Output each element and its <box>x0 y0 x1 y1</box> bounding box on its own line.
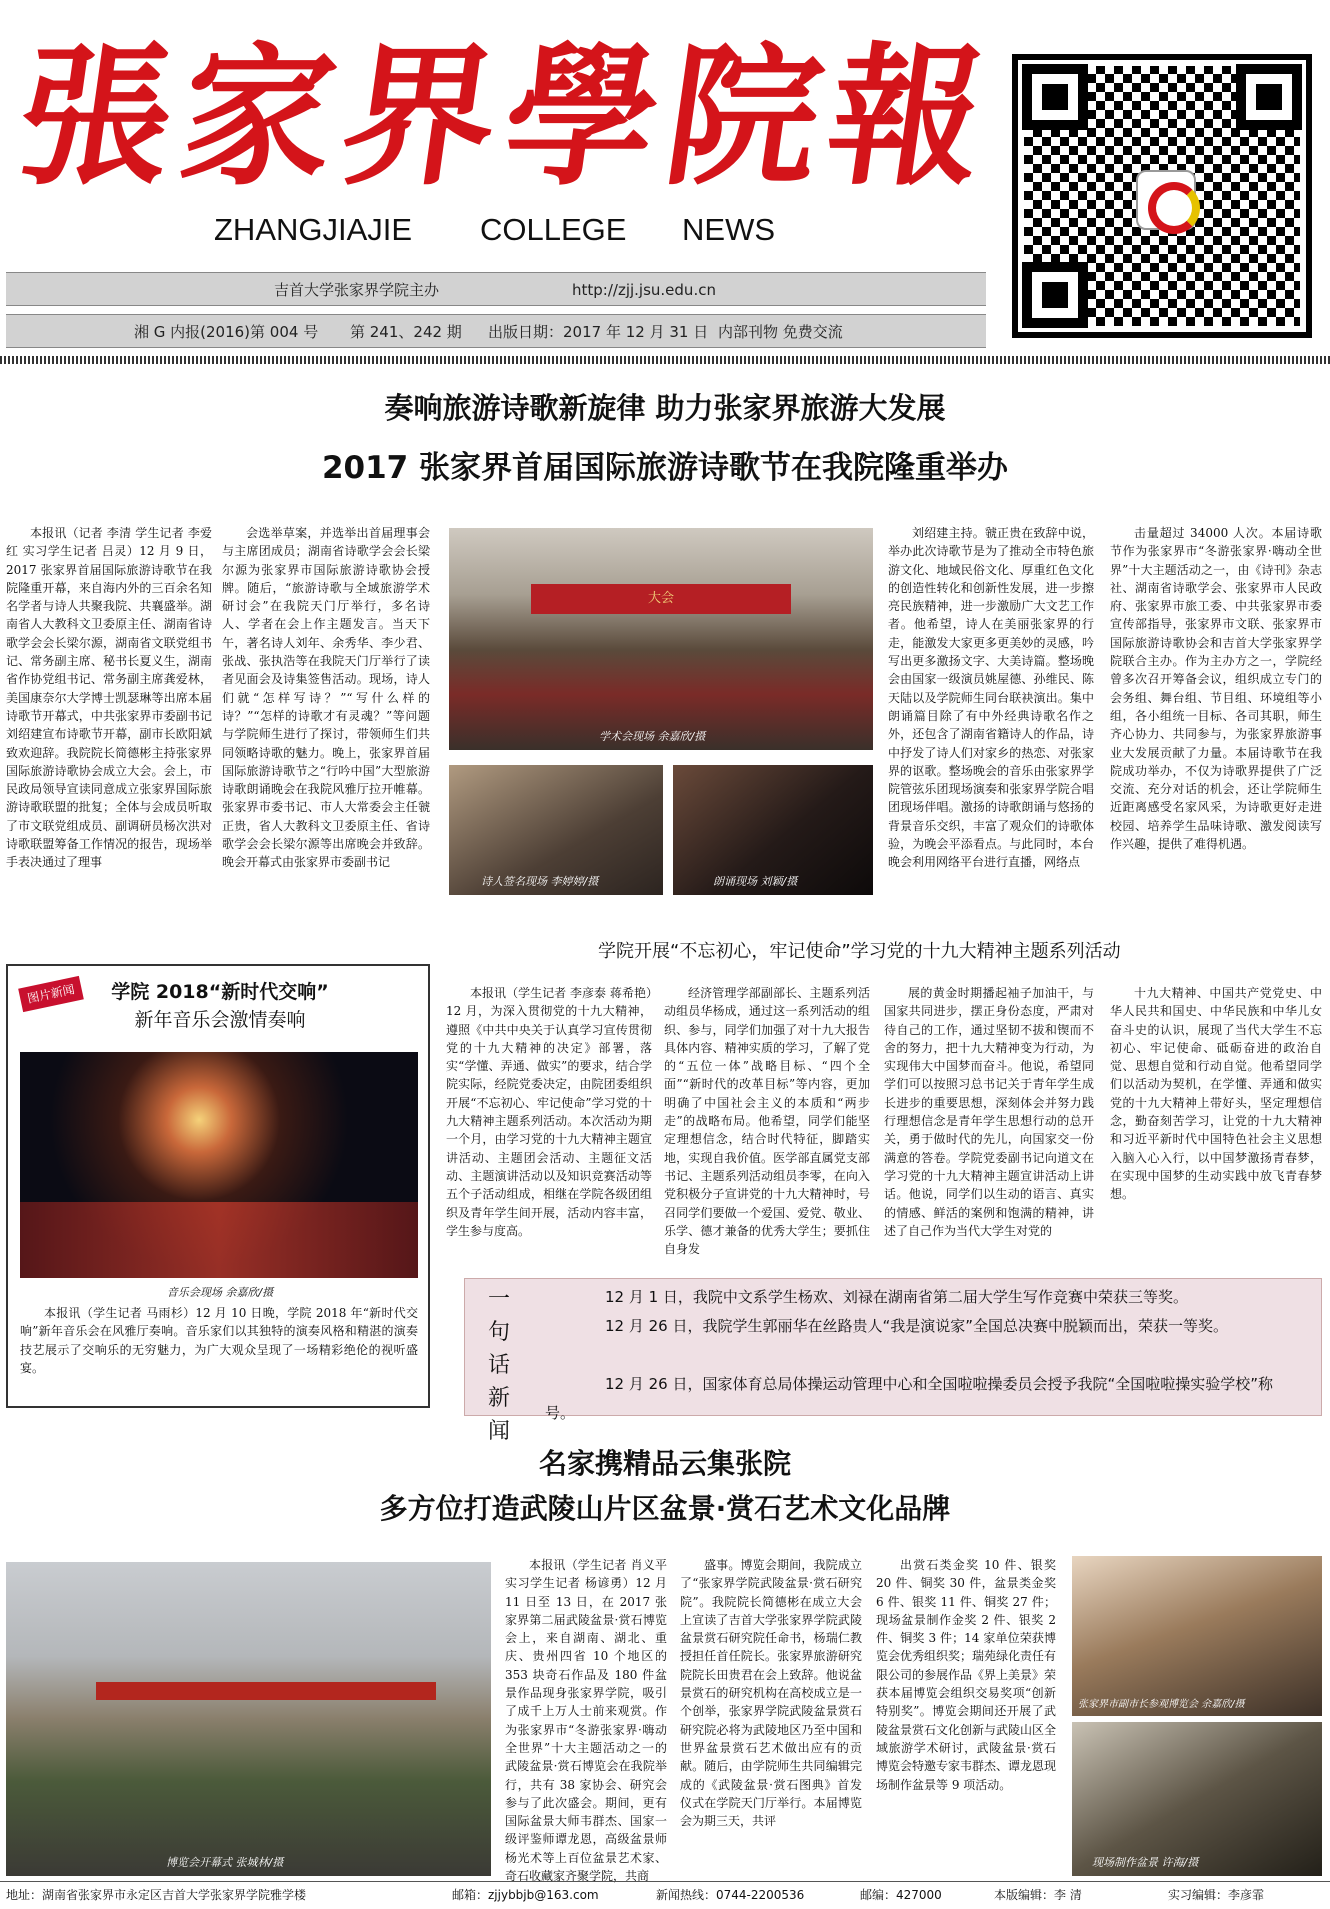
one-sentence-news-box <box>464 1278 1322 1444</box>
site-url-link[interactable]: http://zjj.jsu.edu.cn <box>572 281 716 299</box>
permit-number: 湘 G 内报(2016)第 004 号 <box>134 323 319 341</box>
masthead-english-1: ZHANGJIAJIE <box>214 212 413 247</box>
newspaper-masthead: 張家界學院報 <box>7 27 1005 206</box>
expo-banner <box>96 1682 436 1700</box>
qr-finder-icon <box>1022 64 1088 130</box>
bonsai-text-1: 本报讯（学生记者 肖义平 实习学生记者 杨谚勇）12 月 11 日至 13 日，在 2017 张家界第二届武陵盆景·赏石博览会上，来自湖南、湖北、重庆、贵州四省 10 个地区的 353 块奇石作品及 180 件盆景作品现身张家界学院，吸引了成千上万人士前来观赏。作为张家界市“冬游张家界·嗨动全世界”十大主题活动之一的武陵盆景·赏石博览会在我院举行，共有 38 家协会、研究会参与了此次盛会。期间，更有国际盆景大师韦群杰、国家一级评鉴师谭龙恩，高级盆景师杨光术等上百位盆景艺术家、奇石收藏家齐聚学院，共商 <box>505 1558 667 1884</box>
bonsai-kicker: 名家携精品云集张院 <box>538 1447 791 1480</box>
bonsai-column-2 <box>680 1556 862 1876</box>
concert-photo <box>20 1052 418 1278</box>
lead-headline: 2017 张家界首届国际旅游诗歌节在我院隆重举办 <box>321 450 1009 486</box>
brief-item-3: 12 月 26 日，国家体育总局体操运动管理中心和全国啦啦操委员会授予我院“全国啦啦操实验学校”称号。 <box>545 1375 1274 1422</box>
bonsai-photo-caption-2: 张家界市副市长参观博览会 余嘉欣/摄 <box>1078 1699 1245 1710</box>
bonsai-column-3 <box>876 1556 1056 1876</box>
study-column-4 <box>1110 984 1322 1252</box>
lead-text-3: 刘绍建主持。虢正贵在致辞中说，举办此次诗歌节是为了推动全市特色旅游文化、地域民俗文化、厚重红色文化的创造性转化和创新性发展，进一步擦亮民族精神，进一步激励广大文艺工作者。他希望，诗人在美丽张家界的行走，能激发大家更多更美妙的灵感，吟写出更多激扬文字、大美诗篇。整场晚会由国家一级演员姚屋德、孙维民、陈天陆以及学院师生同台联袂演出。集中朗诵篇目除了有中外经典诗歌名作之外，还包含了湖南省籍诗人的作品，诗中抒发了诗人们对家乡的热恋、对张家界的讴歌。整场晚会的音乐由张家界学院管弦乐团现场演奏和张家界学院合唱团现场伴唱。激扬的诗歌朗诵与悠扬的背景音乐交织，丰富了观众们的诗歌体验，为晚会平添看点。与此同时，本台晚会利用网络平台进行直播，网络点 <box>888 526 1094 870</box>
publish-date: 出版日期：2017 年 12 月 31 日 <box>488 323 709 341</box>
bonsai-text-3: 出赏石类金奖 10 件、银奖 20 件、铜奖 30 件，盆景类金奖 6 件、银奖 11 件、铜奖 27 件；现场盆景制作金奖 2 件、银奖 2 件、铜奖 3 件；14 家单位荣获博览会优秀组织奖；瑞苑绿化责任有限公司的参展作品《界上美景》荣获本届博览会组织交易奖项“创新特别奖”。博览会期间还开展了武陵盆景赏石文化创新与武陵山区全域旅游学术研讨，武陵盆景·赏石博览会特邀专家韦群杰、谭龙恩现场制作盆景等 9 项活动。 <box>876 1558 1057 1792</box>
header-divider <box>0 356 1330 364</box>
bonsai-making-photo <box>1072 1722 1322 1876</box>
circulation-note: 内部刊物 免费交流 <box>718 323 843 341</box>
footer-address: 地址：湖南省张家界市永定区吉首大学张家界学院雅学楼 <box>6 1888 307 1902</box>
brief-item-1: 12 月 1 日，我院中文系学生杨欢、刘禄在湖南省第二届大学生写作竞赛中荣获三等奖。 <box>605 1288 1188 1306</box>
bonsai-text-2: 盛事。博览会期间，我院成立了“张家界学院武陵盆景·赏石研究院”。我院院长简德彬在成立大会上宣读了吉首大学张家界学院武陵盆景赏石研究院任命书，杨瑞仁教授担任首任院长。张家界旅游研究院院长田贵君在会上致辞。他说盆景赏石的研究机构在高校成立是一个创举，张家界学院武陵盆景赏石研究院必将为武陵地区乃至中国和世界盆景赏石艺术做出应有的贡献。随后，由学院师生共同编辑完成的《武陵盆景·赏石图典》首发仪式在学院天门厅举行。本届博览会为期三天，共评 <box>680 1558 862 1829</box>
lead-column-4 <box>1110 524 1322 894</box>
info-bar-bottom <box>6 314 986 348</box>
sponsor-text: 吉首大学张家界学院主办 <box>274 281 440 299</box>
footer-email: 邮箱：zjjybbjb@163.com <box>452 1888 599 1902</box>
school-logo-icon <box>1136 170 1196 230</box>
study-column-3 <box>884 984 1094 1252</box>
footer-postcode: 邮编：427000 <box>860 1888 942 1902</box>
study-text-4: 十九大精神、中国共产党党史、中华人民共和国史、中华民族和中华儿女奋斗史的认识，展现了当代大学生不忘初心、牢记使命、砥砺奋进的政治自觉、思想自觉和行动自觉。他希望同学们以活动为契机，在学懂、弄通和做实党的十九大精神上带好头，坚定理想信念，勤奋刻苦学习，让党的十九大精神和习近平新时代中国特色社会主义思想入脑入心入行，以中国梦激扬青春梦，在实现中国梦的生动实践中放飞青春梦想。 <box>1110 986 1322 1202</box>
signing-photo-caption: 诗人签名现场 李婷婷/摄 <box>481 875 599 888</box>
concert-news-box <box>6 964 430 1408</box>
photo-news-badge: 图片新闻 <box>18 976 84 1012</box>
lead-kicker: 奏响旅游诗歌新旋律 助力张家界旅游大发展 <box>384 391 946 425</box>
conference-banner: 大会 <box>531 584 791 614</box>
bonsai-column-1 <box>505 1556 667 1884</box>
brief-label: 一句话新闻 <box>487 1287 510 1444</box>
study-column-2 <box>664 984 870 1257</box>
concert-photo-caption: 音乐会现场 余嘉欣/摄 <box>166 1286 274 1299</box>
masthead-english-3: NEWS <box>682 212 775 247</box>
qr-code[interactable] <box>1012 54 1312 338</box>
bonsai-opening-photo <box>6 1562 491 1876</box>
page-footer <box>0 1881 1330 1909</box>
bonsai-photo-caption-3: 现场制作盆景 许海/摄 <box>1092 1856 1199 1869</box>
lead-column-2 <box>222 524 430 894</box>
concert-text: 本报讯（学生记者 马雨杉）12 月 10 日晚，学院 2018 年“新时代交响”新年音乐会在风雅厅奏响。音乐家们以其独特的演奏风格和精湛的演奏技艺展示了交响乐的无穷魅力，为广大观众呈现了一场精彩绝伦的视听盛宴。 <box>20 1306 418 1375</box>
brief-item-2: 12 月 26 日，我院学生郭丽华在丝路贵人“我是演说家”全国总决赛中脱颖而出，荣获一等奖。 <box>605 1317 1229 1335</box>
study-text-1: 本报讯（学生记者 李彦泰 蒋希艳）12 月，为深入贯彻党的十九大精神，遵照《中共中央关于认真学习宣传贯彻党的十九大精神的决定》部署，落实“学懂、弄通、做实”的要求，结合学院实际，经院党委决定，由院团委组织开展“不忘初心、牢记使命”学习党的十九大精神主题系列活动。本次活动为期一个月，由学习党的十九大精神主题宣讲活动、主题团会活动、主题征文活动、主题演讲活动以及知识竞赛活动等五个子活动组成，相继在学院各级团组织及青年学生间开展，活动内容丰富，学生参与度高。 <box>446 986 652 1238</box>
lead-text-2: 会选举草案，并选举出首届理事会与主席团成员；湖南省诗歌学会会长梁尔源为张家界市国际旅游诗歌协会授牌。随后，“旅游诗歌与全域旅游学术研讨会”在我院天门厅举行，多名诗人、学者在会上作主题发言。当天下午，著名诗人刘年、余秀华、李少君、张战、张执浩等在我院天门厅举行了读者见面会及诗集签售活动。现场，诗人们就“怎样写诗？”“写什么样的诗？”“怎样的诗歌才有灵魂？”等问题与学院师生进行了探讨，带领师生们共同领略诗歌的魅力。晚上，张家界首届国际旅游诗歌节之“行吟中国”大型旅游诗歌朗诵晚会在我院风雅厅拉开帷幕。张家界市委书记、市人大常委会主任虢正贵，省人大教科文卫委原主任、省诗歌学会会长梁尔源等出席晚会并致辞。晚会开幕式由张家界市委副书记 <box>222 526 430 870</box>
footer-intern: 实习编辑：李彦霏 <box>1168 1888 1265 1902</box>
study-headline: 学院开展“不忘初心，牢记使命”学习党的十九大精神主题系列活动 <box>598 941 1121 962</box>
info-bar-top <box>6 272 986 306</box>
bonsai-photo-caption-1: 博览会开幕式 张城林/摄 <box>166 1856 284 1869</box>
study-text-2: 经济管理学部副部长、主题系列活动组员华杨成，通过这一系列活动的组织、参与，同学们加强了对十九大报告具体内容、精神实质的学习，了解了党的“五位一体”战略目标、“四个全面”“新时代的改革目标”等内容，更加明确了中国社会主义的本质和“两步走”的战略布局。他希望，同学们能坚定理想信念，结合时代特征，脚踏实地，实现自我价值。医学部直属党支部书记、主题系列活动组员李零，在向入党积极分子宣讲党的十九大精神时，号召同学们要做一个爱国、爱党、敬业、乐学、德才兼备的优秀大学生；要抓住自身发 <box>664 986 870 1257</box>
conference-photo-caption: 学术会现场 余嘉欣/摄 <box>599 730 706 743</box>
recital-photo <box>673 765 873 895</box>
lead-text-1: 本报讯（记者 李清 学生记者 李爱红 实习学生记者 吕灵）12 月 9 日，2017 张家界首届国际旅游诗歌节在我院隆重开幕，来自海内外的三百余名知名学者与诗人共聚我院、共襄盛举。湖南省人大教科文卫委原主任、湖南省诗歌学会会长梁尔源，湖南省文联党组书记、常务副主席、秘书长夏义生，湖南省作协党组书记、常务副主席龚爱林，美国康奈尔大学博士凯瑟琳等出席本届诗歌节开幕式，中共张家界市委副书记刘绍建宣布诗歌节开幕，副市长欧阳斌致欢迎辞。我院院长简德彬主持张家界国际旅游诗歌协会成立大会。会上，市民政局领导宣读同意成立张家界国际旅游诗歌联盟的批复；全体与会成员听取了市文联党组成员、副调研员杨次洪对诗歌联盟筹备工作情况的报告，现场举手表决通过了理事 <box>6 526 212 870</box>
conference-photo <box>449 528 873 750</box>
footer-hotline: 新闻热线：0744-2200536 <box>656 1888 805 1902</box>
masthead-english-2: COLLEGE <box>480 212 627 247</box>
lead-text-4: 击量超过 34000 人次。本届诗歌节作为张家界市“冬游张家界·嗨动全世界”十大主题活动之一，由《诗刊》杂志社、湖南省诗歌学会、张家界市人民政府、张家界市旅工委、中共张家界市委宣传部指导，张家界市文联、张家界市国际旅游诗歌协会和吉首大学张家界学院联合主办。作为主办方之一，学院经曾多次召开筹备会议，组织成立专门的会务组、舞台组、节目组、环境组等小组，各小组统一目标、各司其职，师生齐心协力、共同参与，为张家界旅游事业大发展贡献了力量。本届诗歌节在我院成功举办，不仅为诗歌界提供了广泛交流、充分对话的机会，还让学院师生近距离感受名家风采，为诗歌更好走进校园、培养学生品味诗歌、激发阅读写作兴趣，提供了难得机遇。 <box>1110 526 1322 852</box>
concert-body <box>20 1304 418 1404</box>
lead-column-1 <box>6 524 212 894</box>
qr-finder-icon <box>1236 64 1302 130</box>
stage-flowers <box>20 1202 418 1278</box>
concert-title-1: 学院 2018“新时代交响” <box>111 981 329 1003</box>
lead-column-3 <box>888 524 1094 894</box>
footer-editor: 本版编辑：李 清 <box>994 1888 1082 1902</box>
concert-title-2: 新年音乐会激情奏响 <box>134 1009 306 1031</box>
study-text-3: 展的黄金时期播起袖子加油干，与国家共同进步，摆正身份态度，严肃对待自己的工作，通过坚韧不拔和锲而不舍的努力，把十九大精神变为行动，为实现伟大中国梦而奋斗。他说，希望同学们可以按照习总书记关于青年学生成长进步的重要思想，深刻体会并努力践行理想信念是青年学生思想行动的总开关，勇于做时代的先儿，向国家交一份满意的答卷。学院党委副书记向道文在学习党的十九大精神主题宣讲活动上讲话。他说，同学们以生动的语言、真实的情感、鲜活的案例和饱满的精神，讲述了自己作为当代大学生对党的 <box>884 986 1094 1238</box>
qr-finder-icon <box>1022 262 1088 328</box>
issue-number: 第 241、242 期 <box>350 323 462 341</box>
study-column-1 <box>446 984 652 1252</box>
recital-photo-caption: 朗诵现场 刘颖/摄 <box>713 875 798 888</box>
bonsai-visit-photo <box>1072 1556 1322 1716</box>
signing-photo <box>449 765 663 895</box>
bonsai-headline: 多方位打造武陵山片区盆景·赏石艺术文化品牌 <box>379 1492 951 1525</box>
